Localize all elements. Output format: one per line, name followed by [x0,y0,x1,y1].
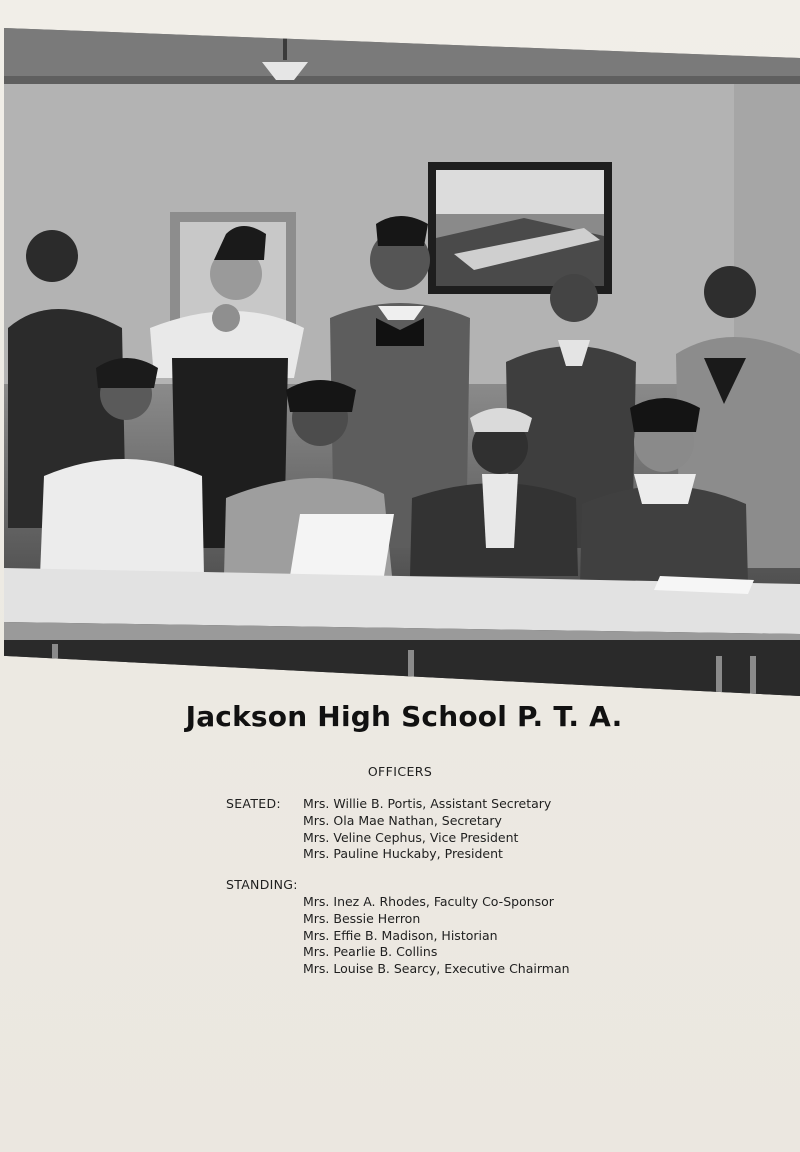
seated-name: Mrs. Veline Cephus, Vice President [303,829,519,845]
standing-label: STANDING: [226,877,298,893]
seated-label: SEATED: [226,796,281,811]
standing-name: Mrs. Bessie Herron [303,910,421,926]
group-photograph [4,28,800,696]
officer-roster [226,796,746,992]
seated-names [303,796,746,863]
seated-group [226,796,746,863]
officers-heading: OFFICERS [367,764,433,779]
standing-name: Mrs. Louise B. Searcy, Executive Chairman [303,961,570,977]
seated-name: Mrs. Willie B. Portis, Assistant Secretary [303,796,552,811]
seated-name: Mrs. Pauline Huckaby, President [303,846,503,862]
photo-illustration [4,28,800,696]
page-title: Jackson High School P. T. A. [185,700,623,733]
standing-name: Mrs. Pearlie B. Collins [303,944,438,960]
standing-names [303,894,746,978]
standing-name: Mrs. Inez A. Rhodes, Faculty Co-Sponsor [303,893,554,909]
standing-group [226,877,746,978]
seated-name: Mrs. Ola Mae Nathan, Secretary [303,812,502,828]
standing-name: Mrs. Effie B. Madison, Historian [303,927,498,943]
